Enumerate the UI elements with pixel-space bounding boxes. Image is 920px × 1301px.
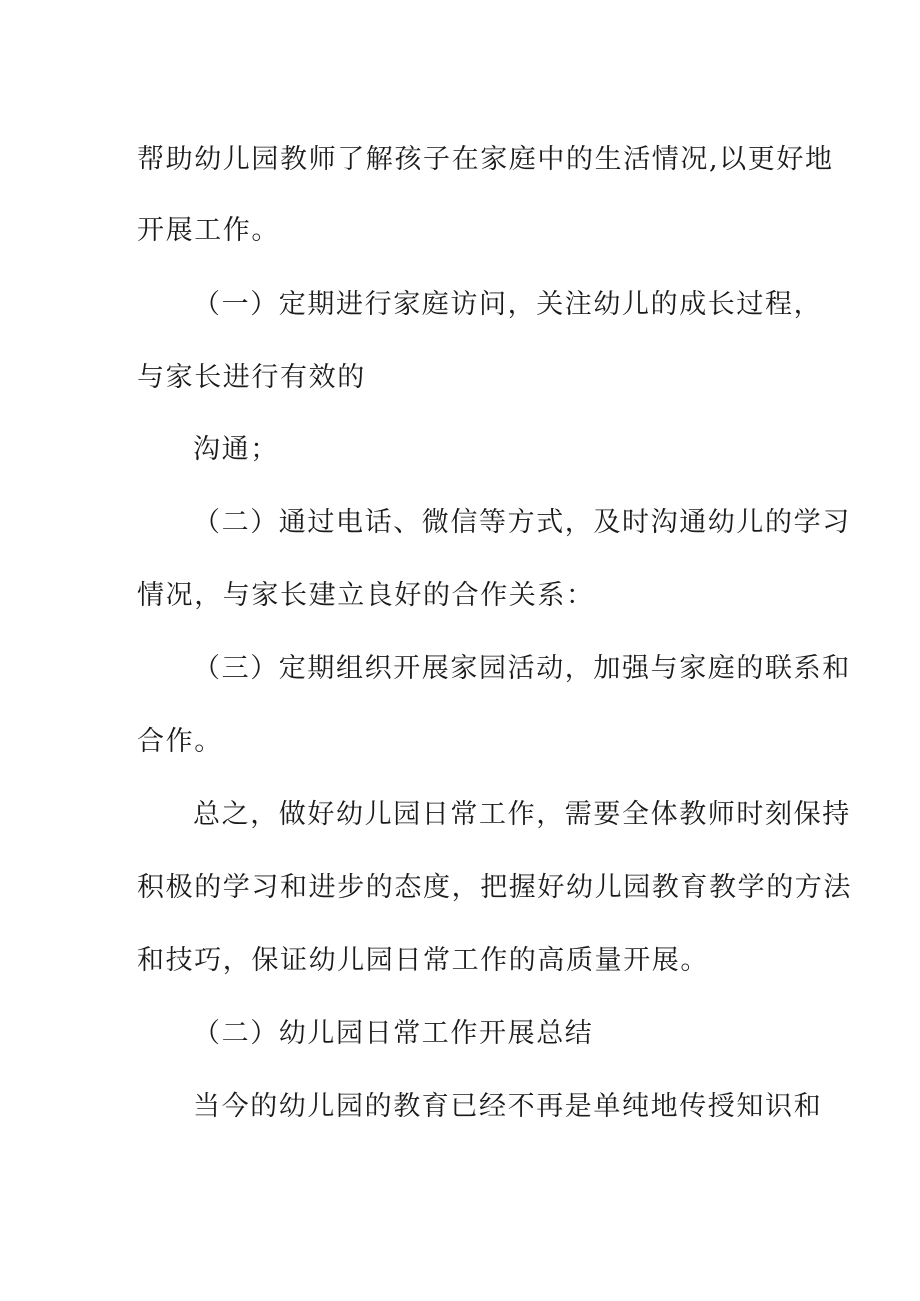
section-heading: （二）幼儿园日常工作开展总结 bbox=[193, 1018, 594, 1049]
list-item-line: （二）通过电话、微信等方式，及时沟通幼儿的学习 bbox=[193, 507, 851, 538]
paragraph-line: 开展工作。 bbox=[137, 215, 280, 246]
paragraph-line: 当今的幼儿园的教育已经不再是单纯地传授知识和 bbox=[193, 1091, 823, 1122]
paragraph-line: 和技巧，保证幼儿园日常工作的高质量开展。 bbox=[137, 945, 709, 976]
paragraph-line: 与家长进行有效的 bbox=[137, 362, 366, 393]
paragraph-line: 合作。 bbox=[137, 726, 223, 757]
list-item-line: （一）定期进行家庭访问，关注幼儿的成长过程， bbox=[193, 289, 823, 320]
paragraph-line: 积极的学习和进步的态度，把握好幼儿园教育教学的方法 bbox=[137, 872, 852, 903]
paragraph-line: 沟通； bbox=[193, 434, 279, 465]
paragraph-line: 帮助幼儿园教师了解孩子在家庭中的生活情况,以更好地 bbox=[137, 144, 834, 175]
list-item-line: （三）定期组织开展家园活动，加强与家庭的联系和 bbox=[193, 653, 851, 684]
paragraph-line: 总之，做好幼儿园日常工作，需要全体教师时刻保持 bbox=[193, 799, 851, 830]
paragraph-line: 情况，与家长建立良好的合作关系： bbox=[137, 580, 595, 611]
